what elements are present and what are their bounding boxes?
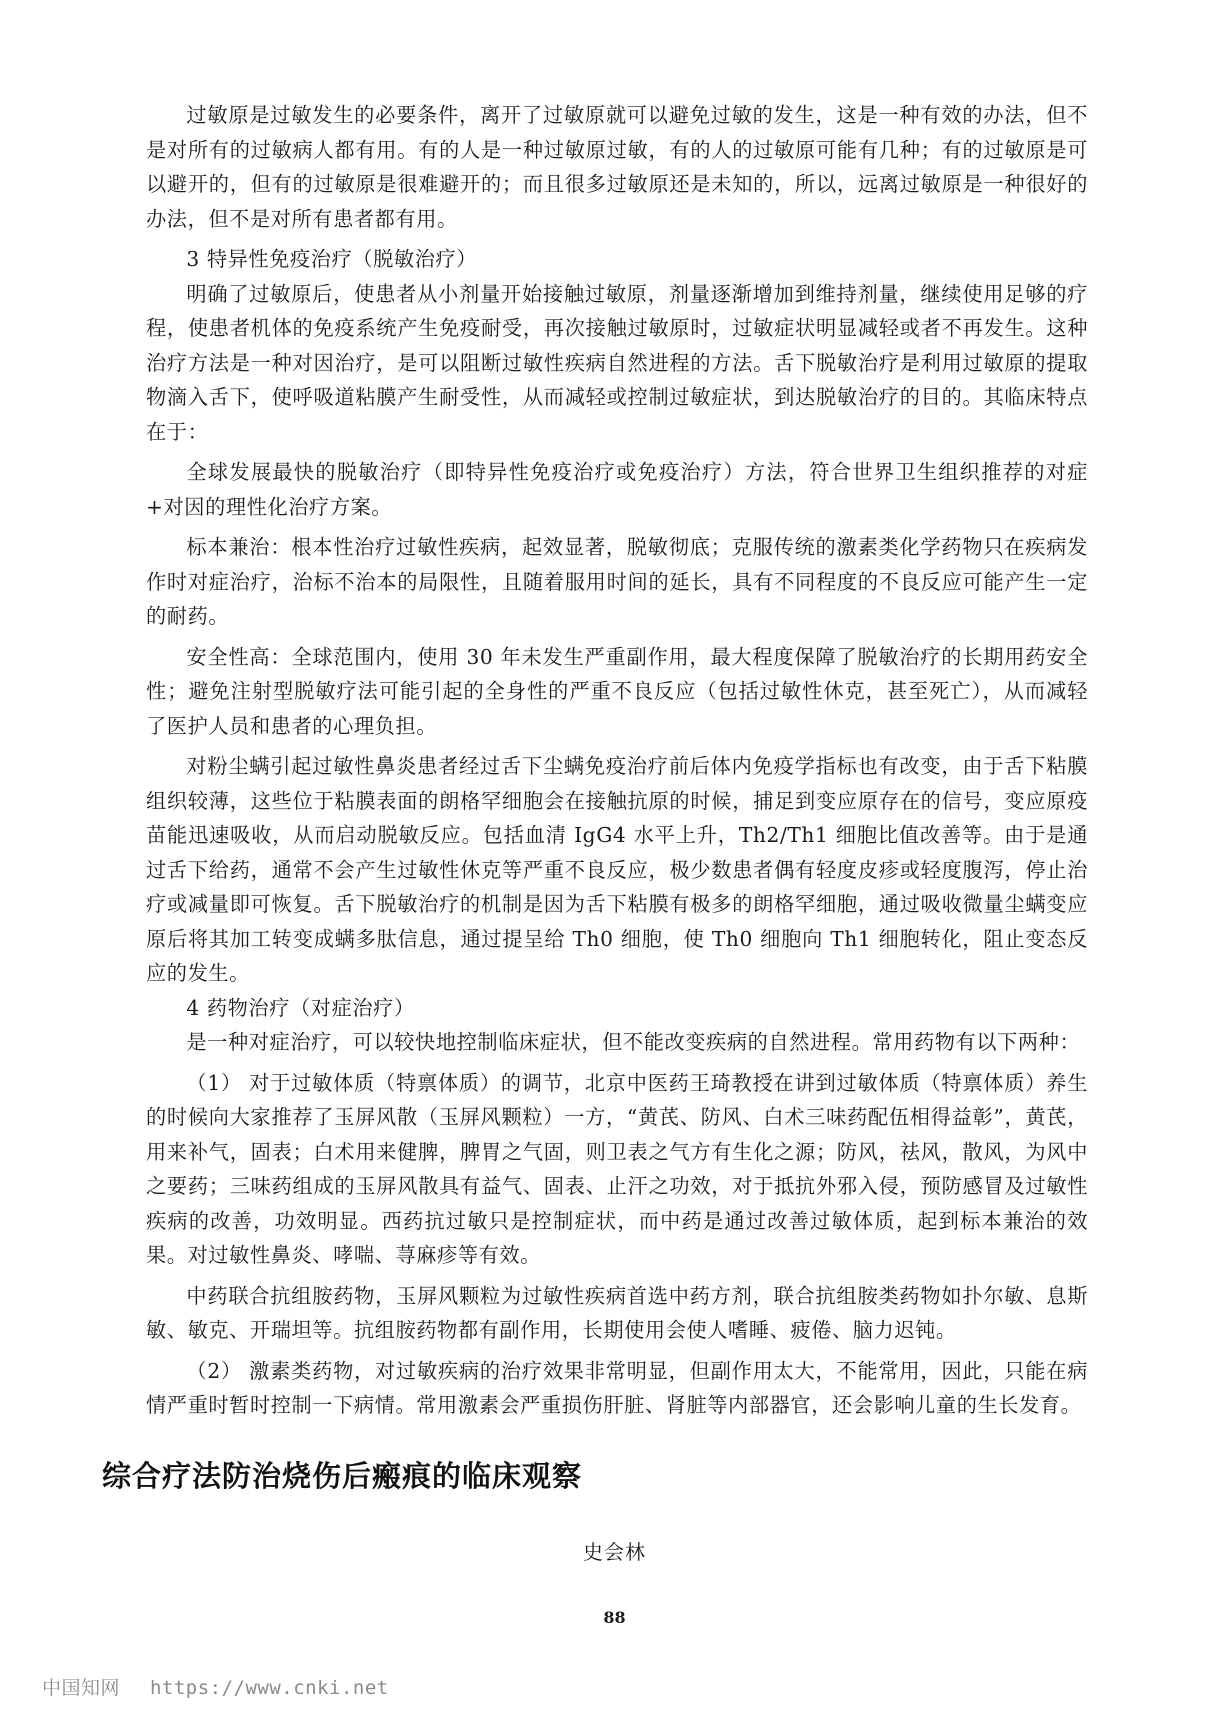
watermark-brand: 中国知网 (42, 1677, 121, 1699)
paragraph-avoid-allergen: 过敏原是过敏发生的必要条件，离开了过敏原就可以避免过敏的发生，这是一种有效的办法，但不是对所有的过敏病人都有用。有的人是一种过敏原过敏，有的人的过敏原可能有几种；有的过敏原是可以避开的，但有的过敏原是很难避开的；而且很多过敏原还是未知的，所以，远离过敏原是一种很好的办法，但不是对所有患者都有用。 (146, 103, 1088, 231)
paragraph-dust-mite: 对粉尘螨引起过敏性鼻炎患者经过舌下尘螨免疫治疗前后体内免疫学指标也有改变，由于舌下粘膜组织较薄，这些位于粘膜表面的朗格罕细胞会在接触抗原的时候，捕足到变应原存在的信号，变应原疫苗能迅速吸收，从而启动脱敏反应。包括血清 IgG4 水平上升，Th2/Th1 细胞比值改善等。由于是通过舌下给药，通常不会产生过敏性休克等严重不良反应，极少数患者偶有轻度皮疹或轻度腹泻，停止治疗或减量即可恢复。舌下脱敏治疗的机制是因为舌下粘膜有极多的朗格罕细胞，通过吸收微量尘螨变应原后将其加工转变成螨多肽信息，通过提呈给 Th0 细胞，使 Th0 细胞向 Th1 细胞转化，阻止变态反应的发生。 (146, 754, 1088, 985)
paragraph-hormone-drugs: （2） 激素类药物，对过敏疾病的治疗效果非常明显，但副作用太大，不能常用，因此，只能在病情严重时暂时控制一下病情。常用激素会严重损伤肝脏、肾脏等内部器官，还会影响儿童的生长发育。 (146, 1358, 1088, 1417)
page-number: 88 (603, 1608, 626, 1627)
article-body (146, 98, 1088, 1429)
paragraph-antihistamine: 中药联合抗组胺药物，玉屏风颗粒为过敏性疾病首选中药方剂，联合抗组胺类药物如扑尔敏、息斯敏、敏克、开瑞坦等。抗组胺药物都有副作用，长期使用会使人嗜睡、疲倦、脑力迟钝。 (146, 1283, 1088, 1342)
section-heading-immunotherapy: 3 特异性免疫治疗（脱敏治疗） (186, 247, 478, 271)
paragraph-immunotherapy-intro: 明确了过敏原后，使患者从小剂量开始接触过敏原，剂量逐渐增加到维持剂量，继续使用足够的疗程，使患者机体的免疫系统产生免疫耐受，再次接触过敏原时，过敏症状明显减轻或者不再发生。这种治疗方法是一种对因治疗，是可以阻断过敏性疾病自然进程的方法。舌下脱敏治疗是利用过敏原的提取物滴入舌下，使呼吸道粘膜产生耐受性，从而减轻或控制过敏症状，到达脱敏治疗的目的。其临床特点在于： (146, 281, 1088, 444)
paragraph-fastest-growing: 全球发展最快的脱敏治疗（即特异性免疫治疗或免疫治疗）方法，符合世界卫生组织推荐的对症 +对因的理性化治疗方案。 (146, 460, 1088, 519)
paragraph-constitution-regulation: （1） 对于过敏体质（特禀体质）的调节，北京中医药王琦教授在讲到过敏体质（特禀体质）养生的时候向大家推荐了玉屏风散（玉屏风颗粒）一方，“黄芪、防风、白术三味药配伍相得益彰”，黄芪，用来补气，固表；白术用来健脾，脾胃之气固，则卫表之气方有生化之源；防风，祛风，散风，为风中之要药；三味药组成的玉屏风散具有益气、固表、止汗之功效，对于抵抗外邪入侵，预防感冒及过敏性疾病的改善，功效明显。西药抗过敏只是控制症状，而中药是通过改善过敏体质，起到标本兼治的效果。对过敏性鼻炎、哮喘、荨麻疹等有效。 (146, 1070, 1088, 1267)
author-name: 史会林 (583, 1540, 646, 1564)
watermark-url: https://www.cnki.net (149, 1677, 389, 1699)
watermark (42, 1673, 389, 1700)
paragraph-root-and-symptom: 标本兼治：根本性治疗过敏性疾病，起效显著，脱敏彻底；克服传统的激素类化学药物只在疾病发作时对症治疗，治标不治本的局限性，且随着服用时间的延长，具有不同程度的不良反应可能产生一定的耐药。 (146, 535, 1088, 628)
article-title: 综合疗法防治烧伤后瘢痕的临床观察 (102, 1459, 583, 1493)
paragraph-drug-therapy-intro: 是一种对症治疗，可以较快地控制临床症状，但不能改变疾病的自然进程。常用药物有以下两种： (186, 1030, 1081, 1054)
section-heading-drug-therapy: 4 药物治疗（对症治疗） (186, 995, 415, 1020)
paragraph-high-safety: 安全性高：全球范围内，使用 30 年未发生严重副作用，最大程度保障了脱敏治疗的长期用药安全性；避免注射型脱敏疗法可能引起的全身性的严重不良反应（包括过敏性休克，甚至死亡），从而减轻了医护人员和患者的心理负担。 (146, 644, 1088, 738)
